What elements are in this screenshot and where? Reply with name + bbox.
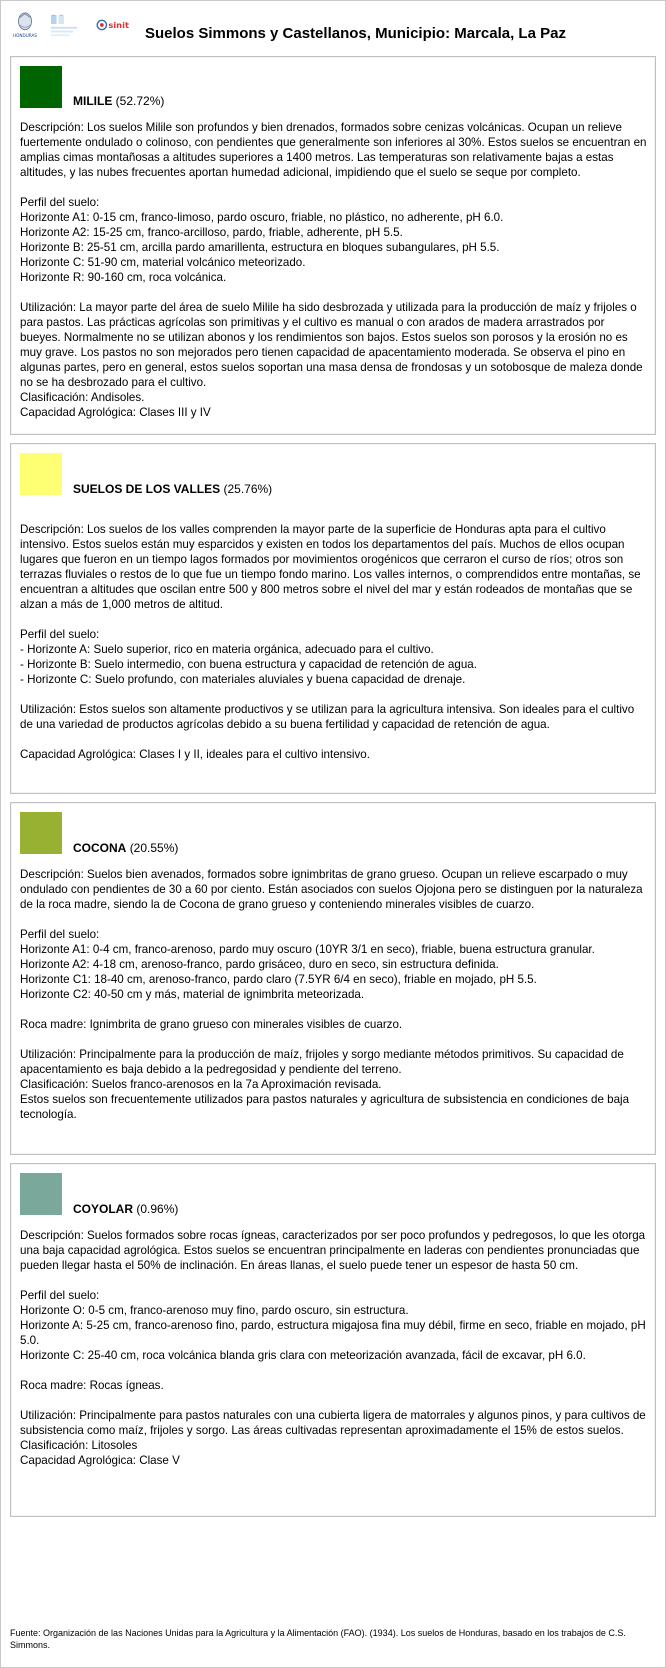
soil-percentage: (25.76%) (223, 482, 273, 496)
soil-use: Utilización: La mayor parte del área de suelo Milile ha sido desbrozada y utilizada para la producción de maíz y frijoles o para pastos. Las prácticas agrícolas son primitivas y el cultivo es manual o con arados de madera arrastrados por bueyes. Normalmente no se utilizan abonos y los rendimientos son bajos. Estos suelos son porosos y la erosión no es muy grave. Los pastos no son mejorados pero tienen capacidad de apacentamiento moderada. Se observa el pino en algunas partes, pero en general, estos suelos soportan una masa densa de frondosas y un sotobosque de maleza donde no se ha desbrozado para el cultivo. Clasificación: Andisoles. Capacidad Agrológica: Clases III y IV (20, 301, 643, 419)
soil-name: SUELOS DE LOS VALLES (73, 482, 221, 496)
color-swatch (20, 66, 62, 108)
soil-card-milile (10, 56, 656, 435)
soil-body (20, 867, 647, 1122)
honduras-logo-icon (10, 12, 40, 38)
soil-percentage: (52.72%) (115, 94, 165, 108)
soil-percentage: (0.96%) (136, 1202, 179, 1216)
soil-use: Utilización: Principalmente para pastos naturales con una cubierta ligera de matorrales y algunos pinos, y para cultivos de subsistencia como maíz, frijoles y sorgo. Las áreas cultivadas representan aproximadamente el 15% de estos suelos. Clasificación: Litosoles Capacidad Agrológica: Clase V (20, 1409, 646, 1467)
color-swatch (20, 1173, 62, 1215)
soil-body (20, 120, 647, 420)
soil-description: Descripción: Los suelos de los valles comprenden la mayor parte de la superficie de Honduras apta para el cultivo intensivo. Estos suelos están muy esparcidos y existen en todos los departamentos del país. Muchos de ellos ocupan lugares que fueron en un tiempo lagos formados por movimientos orogénicos que cerraron el curso de ríos; otros son terrazas fluviales o restos de lo que fue un tiempo fondo marino. Los valles internos, o comprendidos entre montañas, se encuentran a altitudes que oscilan entre 500 y 800 metros sobre el nivel del mar y están rodeados de montañas que se alzan a más de 1,000 metros de altitud. (20, 523, 641, 611)
soil-name: COYOLAR (73, 1202, 133, 1216)
color-swatch (20, 812, 62, 854)
soil-capacity: Capacidad Agrológica: Clases I y II, ideales para el cultivo intensivo. (20, 748, 370, 761)
soil-use: Utilización: Principalmente para la producción de maíz, frijoles y sorgo mediante métodos primitivos. Su capacidad de apacentamiento es baja debido a la pedregosidad y pendiente del terreno. Clasificación: Suelos franco-arenosos en la 7a Aproximación revisada. Estos suelos son frecuentemente utilizados para pastos naturales y agricultura de subsistencia en condiciones de baja tecnología. (20, 1048, 630, 1121)
soil-title (73, 482, 272, 496)
soil-use: Utilización: Estos suelos son altamente productivos y se utilizan para la agricultura intensiva. Son ideales para el cultivo de una variedad de productos agrícolas debido a su buena fertilidad y capacidad de retención de agua. (20, 703, 635, 731)
sinit-logo-text: sinit (108, 19, 129, 30)
institution-logo-icon (48, 12, 80, 38)
soil-title (73, 94, 164, 108)
sinit-logo-icon (94, 12, 132, 38)
soil-name: MILILE (73, 94, 113, 108)
soil-card-cocona (10, 802, 656, 1155)
soil-parent-rock: Roca madre: Rocas ígneas. (20, 1379, 164, 1392)
soil-body (20, 1228, 647, 1468)
soil-card-coyolar (10, 1163, 656, 1517)
soil-description: Descripción: Los suelos Milile son profundos y bien drenados, formados sobre cenizas volcánicas. Ocupan un relieve fuertemente ondulado o colinoso, con pendientes que generalmente son inferiores al 30%. Estos suelos se encuentran en amplias cimas montañosas a altitudes superiores a 1400 metros. Las temperaturas son relativamente bajas a estas altitudes, y las nubes frecuentes aportan humedad adicional, impidiendo que el suelo se seque por completo. (20, 121, 647, 179)
color-swatch (20, 453, 62, 495)
soil-description: Descripción: Suelos formados sobre rocas ígneas, caracterizados por ser poco profundos y pedregosos, lo que les otorga una baja capacidad agrológica. Estos suelos se encuentran principalmente en laderas con pendientes pronunciadas que pueden llegar hasta el 50% de inclinación. En áreas llanas, el suelo puede tener un espesor de hasta 50 cm. (20, 1229, 646, 1272)
soil-profile: Perfil del suelo: - Horizonte A: Suelo superior, rico en materia orgánica, adecuado para el cultivo. - Horizonte B: Suelo intermedio, con buena estructura y capacidad de retención de agua. - Horizonte C: Suelo profundo, con materiales aluviales y buena capacidad de drenaje. (20, 628, 477, 686)
soil-title (73, 841, 178, 855)
soil-card-valles (10, 443, 656, 794)
soil-profile: Perfil del suelo: Horizonte O: 0-5 cm, franco-arenoso muy fino, pardo oscuro, sin estructura. Horizonte A: 5-25 cm, franco-arenoso fino, pardo, estructura migajosa fina muy débil, firme en seco, friable en mojado, pH 5.0. Horizonte C: 25-40 cm, roca volcánica blanda gris clara con meteorización avanzada, fácil de excavar, pH 6.0. (20, 1289, 646, 1362)
soil-parent-rock: Roca madre: Ignimbrita de grano grueso con minerales visibles de cuarzo. (20, 1018, 403, 1031)
honduras-logo-text: HONDURAS (13, 33, 37, 38)
soil-description: Descripción: Suelos bien avenados, formados sobre ignimbritas de grano grueso. Ocupan un relieve escarpado o muy ondulado con pendientes de 30 a 60 por ciento. Están asociados con suelos Ojojona pero se distinguen por la naturaleza de la roca madre, siendo la de Cocona de grano grueso y conteniendo minerales visibles de cuarzo. (20, 868, 643, 911)
soil-body (20, 522, 647, 762)
page-title: Suelos Simmons y Castellanos, Municipio: Marcala, La Paz (145, 25, 566, 42)
soil-name: COCONA (73, 841, 127, 855)
soil-profile: Perfil del suelo: Horizonte A1: 0-4 cm, franco-arenoso, pardo muy oscuro (10YR 3/1 en seco), friable, buena estructura granular. Horizonte A2: 4-18 cm, arenoso-franco, pardo grisáceo, duro en seco, sin estructura definida. Horizonte C1: 18-40 cm, arenoso-franco, pardo claro (7.5YR 6/4 en seco), friable en mojado, pH 5.5. Horizonte C2: 40-50 cm y más, material de ignimbrita meteorizada. (20, 928, 595, 1001)
source-footer: Fuente: Organización de las Naciones Unidas para la Agricultura y la Alimentación (FAO). (1934). Los suelos de Honduras, basado en los trabajos de C.S. Simmons. (10, 1628, 626, 1650)
soil-profile: Perfil del suelo: Horizonte A1: 0-15 cm, franco-limoso, pardo oscuro, friable, no plástico, no adherente, pH 6.0. Horizonte A2: 15-25 cm, franco-arcilloso, pardo, friable, adherente, pH 5.5. Horizonte B: 25-51 cm, arcilla pardo amarillenta, estructura en bloques subangulares, pH 5.5. Horizonte C: 51-90 cm, material volcánico meteorizado. Horizonte R: 90-160 cm, roca volcánica. (20, 196, 504, 284)
soil-title (73, 1202, 178, 1216)
soil-percentage: (20.55%) (129, 841, 179, 855)
report-header (0, 0, 666, 52)
